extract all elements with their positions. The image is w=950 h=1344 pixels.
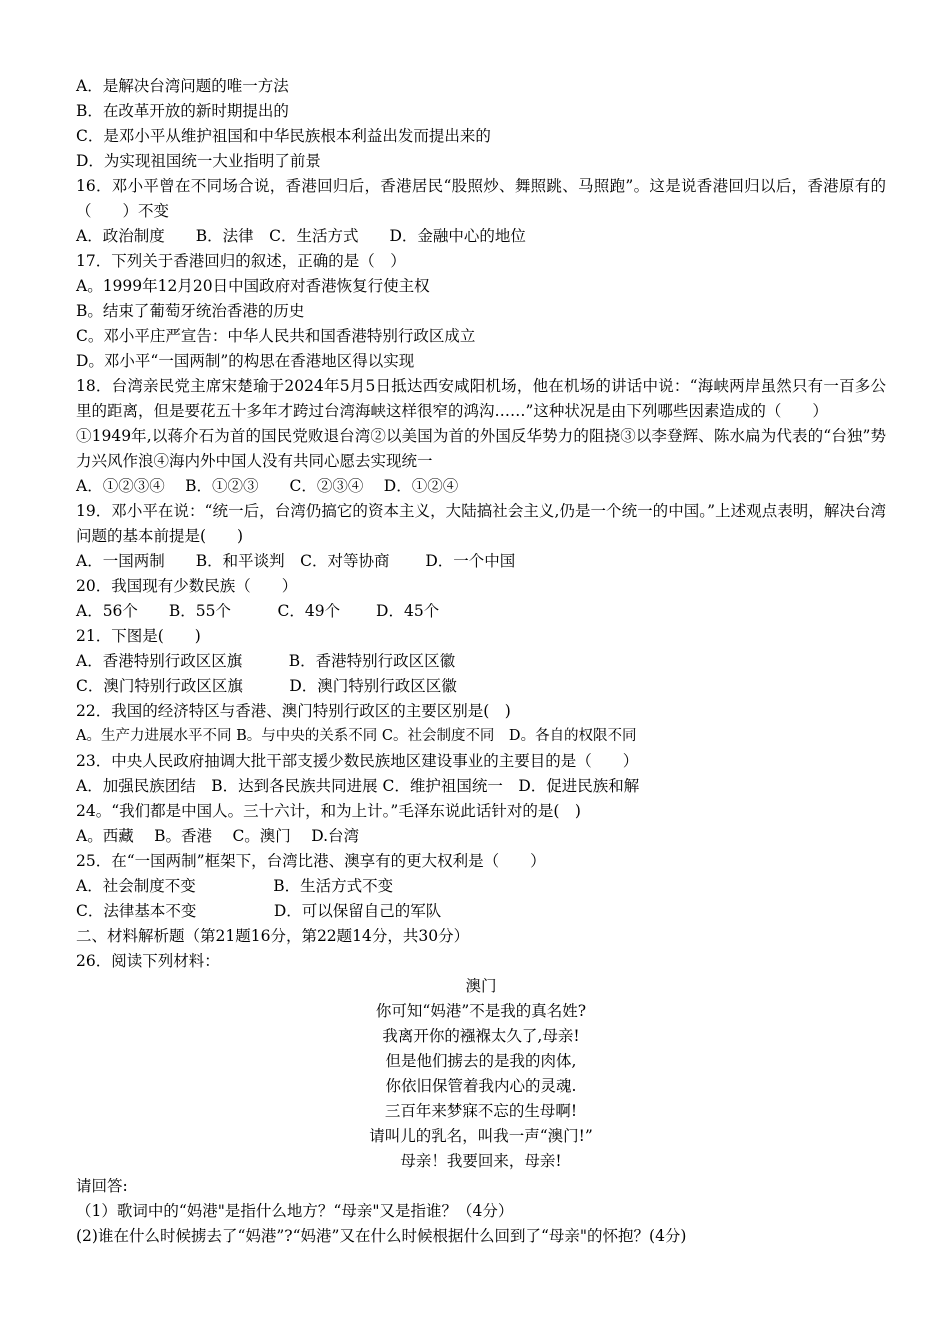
question-22: 22．我国的经济特区与香港、澳门特别行政区的主要区别是( ) [76, 702, 511, 720]
question-22-options: A。生产力进展水平不同 B。与中央的关系不同 C。社会制度不同 D。各自的权限不同 [76, 728, 637, 744]
question-17-option-c: C。邓小平庄严宣告：中华人民共和国香港特别行政区成立 [76, 327, 476, 345]
question-25: 25．在“一国两制”框架下，台湾比港、澳享有的更大权利是（ ） [76, 852, 546, 870]
option-c: C．是邓小平从维护祖国和中华民族根本利益出发而提出来的 [76, 127, 491, 145]
question-21: 21．下图是( ) [76, 627, 201, 645]
sub-question-2: (2)谁在什么时候掳去了“妈港”?“妈港”又在什么时候根据什么回到了“母亲"的怀抱？(4分) [76, 1227, 687, 1245]
poem-line: 我离开你的襁褓太久了,母亲! [382, 1027, 580, 1045]
question-23: 23．中央人民政府抽调大批干部支援少数民族地区建设事业的主要目的是（ ） [76, 752, 639, 770]
section-2-heading: 二、材料解析题（第21题16分，第22题14分，共30分） [76, 927, 470, 945]
poem-title: 澳门 [465, 977, 497, 995]
question-21-options-ab: A．香港特别行政区区旗 B．香港特别行政区区徽 [76, 652, 456, 670]
question-18-items: ①1949年,以蒋介石为首的国民党败退台湾②以美国为首的外国反华势力的阻挠③以李登辉、陈水扁为代表的“台独”势力兴风作浪④海内外中国人没有共同心愿去实现统一 [76, 427, 886, 470]
question-17-option-a: A。1999年12月20日中国政府对香港恢复行使主权 [76, 277, 430, 295]
answer-prompt: 请回答: [76, 1177, 128, 1195]
poem-line: 母亲！我要回来，母亲! [400, 1152, 562, 1170]
question-26: 26．阅读下列材料： [76, 952, 220, 970]
option-a: A．是解决台湾问题的唯一方法 [76, 77, 289, 95]
poem-line: 你依旧保管着我内心的灵魂. [385, 1077, 577, 1095]
option-d: D．为实现祖国统一大业指明了前景 [76, 152, 321, 170]
poem-line: 三百年来梦寐不忘的生母啊! [384, 1102, 578, 1120]
question-18: 18．台湾亲民党主席宋楚瑜于2024年5月5日抵达西安咸阳机场，他在机场的讲话中说：“海峡两岸虽然只有一百多公里的距离，但是要花五十多年才跨过台湾海峡这样很窄的鸿沟……”这种状况是由下列哪些因素造成的（ ） [76, 377, 886, 420]
question-24-options: A。西藏 B。香港 C。澳门 D.台湾 [76, 827, 360, 845]
question-17: 17．下列关于香港回归的叙述，正确的是（ ） [76, 252, 406, 270]
sub-question-1: （1）歌词中的“妈港"是指什么地方？“母亲"又是指谁？（4分） [76, 1202, 514, 1220]
question-21-options-cd: C．澳门特别行政区区旗 D．澳门特别行政区区徽 [76, 677, 457, 695]
question-18-options: A．①②③④ B．①②③ C．②③④ D．①②④ [76, 477, 459, 495]
question-20: 20．我国现有少数民族（ ） [76, 577, 298, 595]
poem-line: 你可知“妈港”不是我的真名姓? [375, 1002, 587, 1020]
question-19: 19．邓小平在说：“统一后，台湾仍搞它的资本主义，大陆搞社会主义,仍是一个统一的中国。”上述观点表明，解决台湾问题的基本前提是( ) [76, 502, 886, 545]
question-23-options: A．加强民族团结 B．达到各民族共同进展 C．维护祖国统一 D．促进民族和解 [76, 777, 640, 795]
question-25-options-cd: C．法律基本不变 D．可以保留自己的军队 [76, 902, 442, 920]
question-24: 24。“我们都是中国人。三十六计，和为上计。”毛泽东说此话针对的是( ) [76, 802, 581, 820]
option-b: B．在改革开放的新时期提出的 [76, 102, 289, 120]
question-17-option-b: B。结束了葡萄牙统治香港的历史 [76, 302, 305, 320]
question-19-options: A．一国两制 B．和平谈判 C．对等协商 D．一个中国 [76, 552, 516, 570]
question-25-options-ab: A．社会制度不变 B．生活方式不变 [76, 877, 394, 895]
exam-page [76, 74, 886, 1249]
poem-line: 但是他们掳去的是我的肉体, [385, 1052, 577, 1070]
question-16-options: A．政治制度 B．法律 C．生活方式 D．金融中心的地位 [76, 227, 526, 245]
question-17-option-d: D。邓小平“一国两制”的构思在香港地区得以实现 [76, 352, 415, 370]
poem-line: 请叫儿的乳名，叫我一声“澳门!” [369, 1127, 593, 1145]
question-20-options: A．56个 B．55个 C．49个 D．45个 [76, 602, 440, 620]
question-16: 16．邓小平曾在不同场合说，香港回归后，香港居民“股照炒、舞照跳、马照跑”。这是说香港回归以后，香港原有的（ ）不变 [76, 177, 886, 220]
